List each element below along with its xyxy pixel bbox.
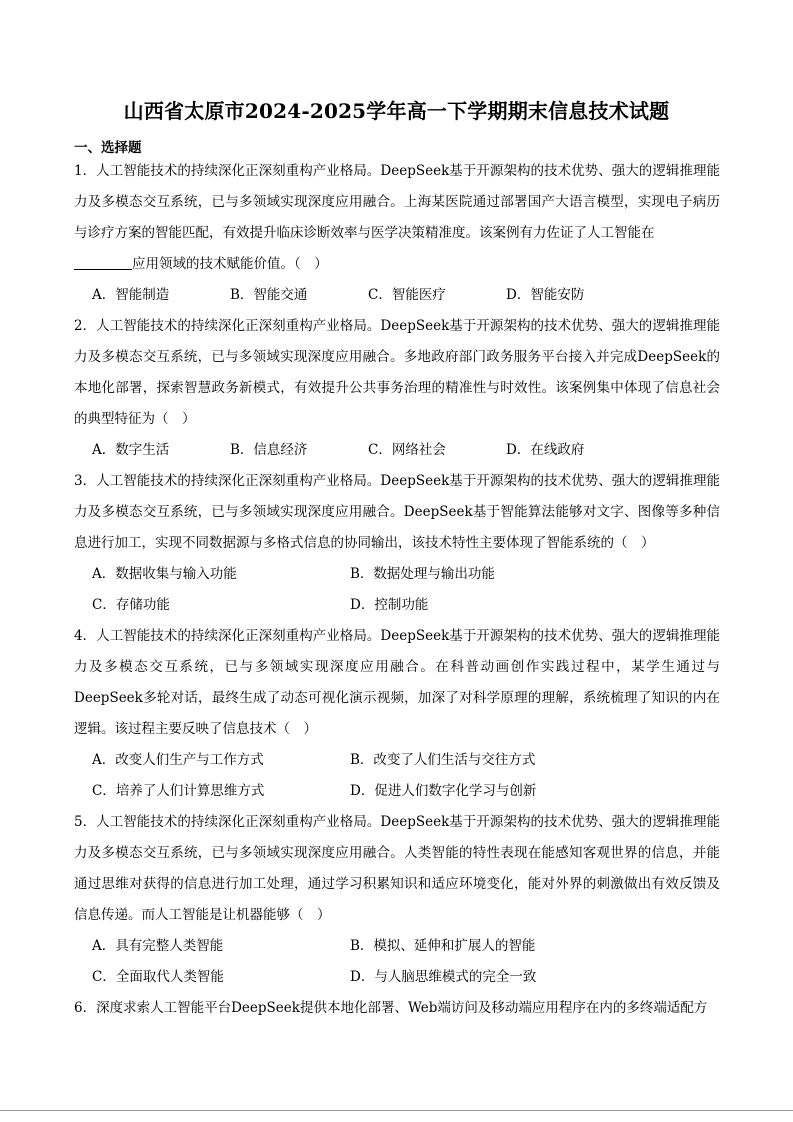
option-d: D．与人脑思维模式的完全一致 <box>350 969 537 985</box>
option-b: B．模拟、延伸和扩展人的智能 <box>350 938 536 954</box>
question-6: 6．深度求索人工智能平台DeepSeek提供本地化部署、Web端访问及移动端应用程序在内的多终端适配方 <box>74 1000 708 1016</box>
question-2: 2．人工智能技术的持续深化正深刻重构产业格局。DeepSeek基于开源架构的技术优势、强大的逻辑推理能力及多模态交互系统，已与多领域实现深度应用融合。多地政府部门政务服务平台接入并完成DeepSeek的本地化部署，探索智慧政务新模式，有效提升公共事务治理的精准性与时效性。该案例集中体现了信息社会的典型特征为（ ） <box>74 318 720 427</box>
question-2-options <box>74 435 720 466</box>
option-b: B．数据处理与输出功能 <box>350 566 495 582</box>
option-c: C．培养了人们计算思维方式 <box>92 783 265 799</box>
option-c: C．存储功能 <box>92 597 170 613</box>
option-d: D．智能安防 <box>506 287 585 303</box>
option-a: A．智能制造 <box>92 287 170 303</box>
option-d: D．在线政府 <box>506 442 585 458</box>
question-3: 3．人工智能技术的持续深化正深刻重构产业格局。DeepSeek基于开源架构的技术优势、强大的逻辑推理能力及多模态交互系统，已与多领域实现深度应用融合。DeepSeek基于智能算法能够对文字、图像等多种信息进行加工，实现不同数据源与多格式信息的协同输出，该技术特性主要体现了智能系统的（ ） <box>74 473 720 551</box>
question-4-options <box>74 745 720 807</box>
questions-list <box>74 156 720 1024</box>
option-a: A．数字生活 <box>92 442 170 458</box>
page-title: 山西省太原市2024-2025学年高一下学期期末信息技术试题 <box>123 99 670 123</box>
question-5-options <box>74 931 720 993</box>
option-a: A．改变人们生产与工作方式 <box>92 752 264 768</box>
question-4: 4．人工智能技术的持续深化正深刻重构产业格局。DeepSeek基于开源架构的技术优势、强大的逻辑推理能力及多模态交互系统，已与多领域实现深度应用融合。在科普动画创作实践过程中，某学生通过与DeepSeek多轮对话，最终生成了动态可视化演示视频，加深了对科学原理的理解，系统梳理了知识的内在逻辑。该过程主要反映了信息技术（ ） <box>74 628 720 737</box>
option-b: B．智能交通 <box>230 287 308 303</box>
question-1-options <box>74 280 720 311</box>
option-a: A．数据收集与输入功能 <box>92 566 237 582</box>
question-5: 5．人工智能技术的持续深化正深刻重构产业格局。DeepSeek基于开源架构的技术优势、强大的逻辑推理能力及多模态交互系统，已与多领域实现深度应用融合。人类智能的特性表现在能感知客观世界的信息，并能通过思维对获得的信息进行加工处理，通过学习积累知识和适应环境变化，能对外界的刺激做出有效反馈及信息传递。而人工智能是让机器能够（ ） <box>74 814 720 923</box>
answer-blank <box>74 255 132 270</box>
option-c: C．网络社会 <box>368 442 446 458</box>
option-c: C．全面取代人类智能 <box>92 969 224 985</box>
option-b: B．信息经济 <box>230 442 308 458</box>
option-a: A．具有完整人类智能 <box>92 938 224 954</box>
option-b: B．改变了人们生活与交往方式 <box>350 752 536 768</box>
question-1 <box>74 156 720 280</box>
section-heading: 一、选择题 <box>74 140 142 156</box>
question-3-options <box>74 559 720 621</box>
page-bottom-rule <box>0 1110 793 1111</box>
option-d: D．控制功能 <box>350 597 429 613</box>
option-d: D．促进人们数字化学习与创新 <box>350 783 537 799</box>
question-1-text: 1．人工智能技术的持续深化正深刻重构产业格局。DeepSeek基于开源架构的技术优势、强大的逻辑推理能力及多模态交互系统，已与多领域实现深度应用融合。上海某医院通过部署国产大语言模型，实现电子病历与诊疗方案的智能匹配，有效提升临床诊断效率与医学决策精准度。该案例有力佐证了人工智能在 <box>74 163 720 241</box>
question-1-text-after: 应用领域的技术赋能价值。（ ） <box>132 256 328 272</box>
option-c: C．智能医疗 <box>368 287 446 303</box>
